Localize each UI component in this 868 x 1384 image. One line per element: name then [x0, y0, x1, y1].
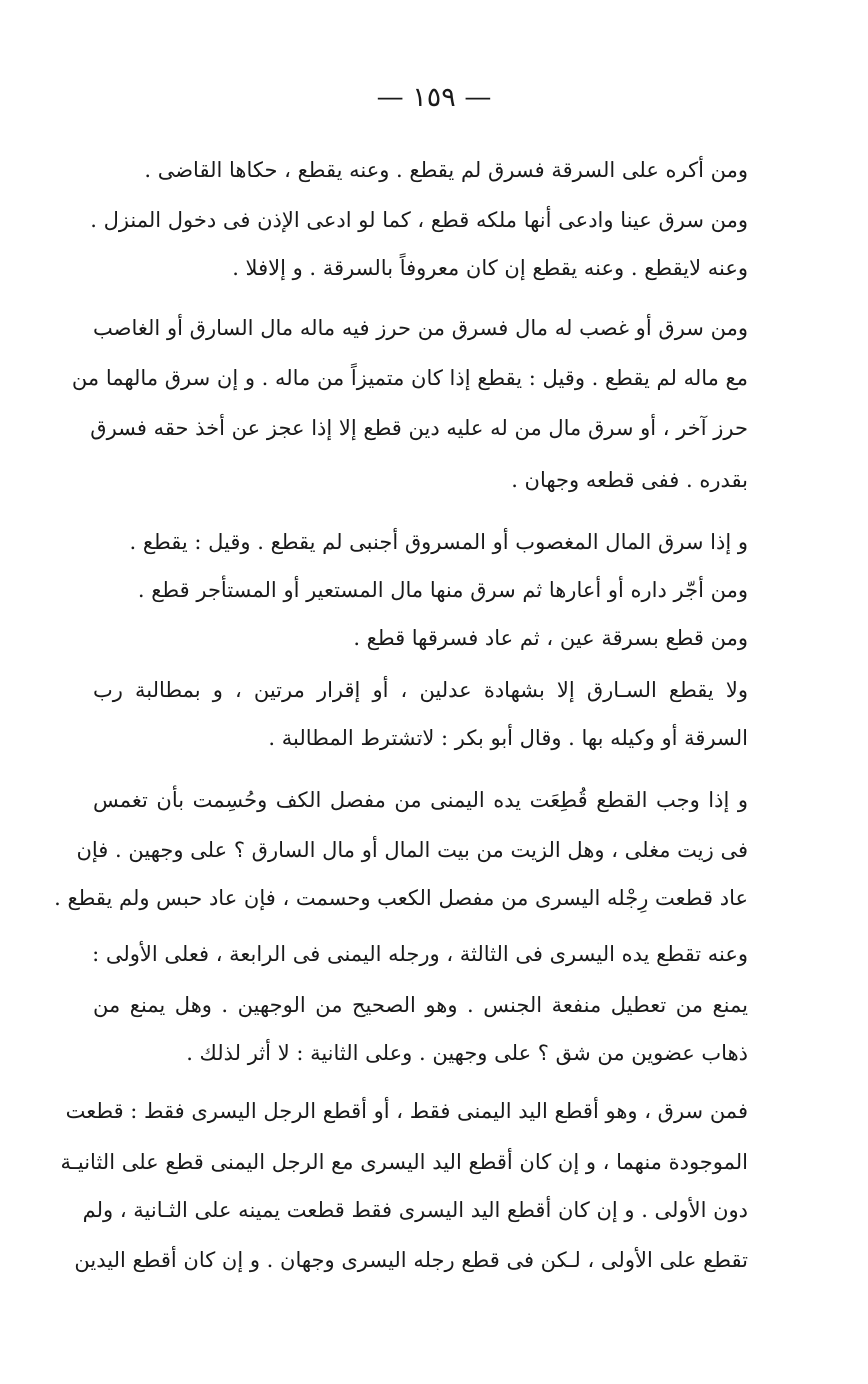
text-line: عاد قطعت رِجْله اليسرى من مفصل الكعب وحسمت ، فإن عاد حبس ولم يقطع .: [54, 886, 748, 910]
text-line: و إذا سرق المال المغصوب أو المسروق أجنبى لم يقطع . وقيل : يقطع .: [129, 530, 748, 554]
text-line: بقدره . ففى قطعه وجهان .: [511, 468, 748, 492]
text-line: ذهاب عضوين من شق ؟ على وجهين . وعلى الثانية : لا أثر لذلك .: [186, 1041, 748, 1065]
body-text: [54, 0, 748, 1384]
text-line: وعنه لايقطع . وعنه يقطع إن كان معروفاً بالسرقة . و إلافلا .: [232, 256, 748, 280]
page-number: — ١٥٩ —: [376, 82, 492, 113]
text-line: دون الأولى . و إن كان أقطع اليد اليسرى فقط قطعت يمينه على الثـانية ، ولم: [82, 1198, 748, 1222]
text-line: الموجودة منهما ، و إن كان أقطع اليد اليسرى مع الرجل اليمنى قطع على الثانيـة: [60, 1150, 748, 1174]
text-line: وعنه تقطع يده اليسرى فى الثالثة ، ورجله اليمنى فى الرابعة ، فعلى الأولى :: [92, 942, 748, 966]
text-line: يمنع من تعطيل منفعة الجنس . وهو الصحيح من الوجهين . وهل يمنع من: [93, 993, 748, 1017]
text-line: السرقة أو وكيله بها . وقال أبو بكر : لاتشترط المطالبة .: [268, 726, 748, 750]
text-line: فمن سرق ، وهو أقطع اليد اليمنى فقط ، أو أقطع الرجل اليسرى فقط : قطعت: [65, 1099, 748, 1123]
text-line: ومن أجّر داره أو أعارها ثم سرق منها مال المستعير أو المستأجر قطع .: [137, 578, 748, 602]
text-line: فى زيت مغلى ، وهل الزيت من بيت المال أو مال السارق ؟ على وجهين . فإن: [76, 838, 748, 862]
text-line: ومن سرق عينا وادعى أنها ملكه قطع ، كما لو ادعى الإذن فى دخول المنزل .: [90, 208, 748, 232]
text-line: ومن أكره على السرقة فسرق لم يقطع . وعنه يقطع ، حكاها القاضى .: [144, 158, 748, 182]
text-line: ولا يقطع السـارق إلا بشهادة عدلين ، أو إقرار مرتين ، و بمطالبة رب: [93, 678, 748, 702]
text-line: ومن سرق أو غصب له مال فسرق من حرز فيه ماله مال السارق أو الغاصب: [93, 316, 748, 340]
text-line: تقطع على الأولى ، لـكن فى قطع رجله اليسرى وجهان . و إن كان أقطع اليدين: [74, 1248, 748, 1272]
text-line: حرز آخر ، أو سرق مال من له عليه دين قطع إلا إذا عجز عن أخذ حقه فسرق: [90, 416, 748, 440]
text-line: مع ماله لم يقطع . وقيل : يقطع إذا كان متميزاً من ماله . و إن سرق مالهما من: [71, 366, 748, 390]
text-line: و إذا وجب القطع قُطِعَت يده اليمنى من مفصل الكف وحُسِمت بأن تغمس: [93, 788, 748, 812]
text-line: ومن قطع بسرقة عين ، ثم عاد فسرقها قطع .: [353, 626, 748, 650]
